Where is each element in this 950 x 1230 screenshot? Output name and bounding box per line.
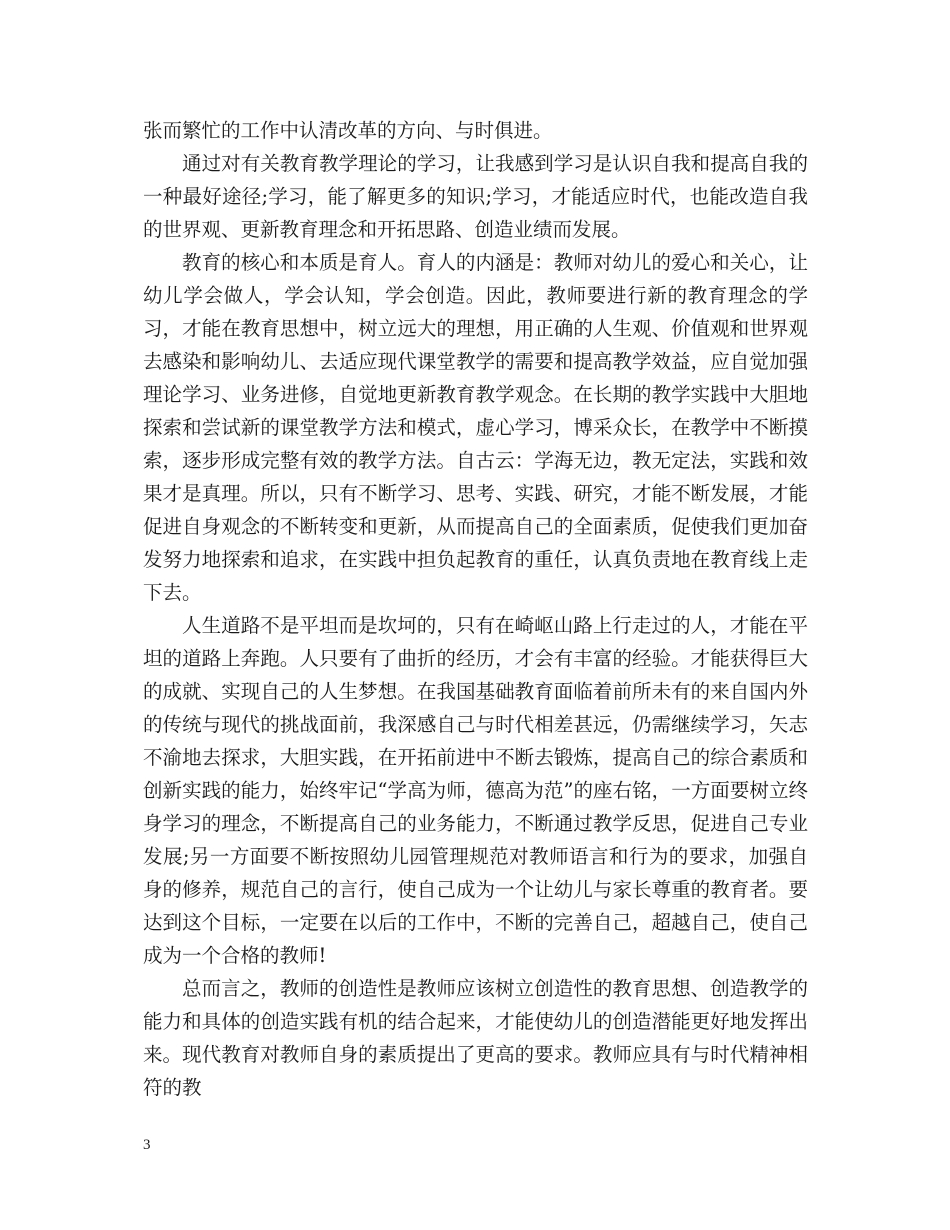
paragraph-conclusion: 总而言之，教师的创造性是教师应该树立创造性的教育思想、创造教学的能力和具体的创造实践有机的结合起来，才能使幼儿的创造潜能更好地发挥出来。现代教育对教师自身的素质提出了更高的要求。教师应具有与时代精神相符的教 — [143, 977, 808, 1099]
paragraph-life-path: 人生道路不是平坦而是坎坷的，只有在崎岖山路上行走过的人，才能在平坦的道路上奔跑。人只要有了曲折的经历，才会有丰富的经验。才能获得巨大的成就、实现自己的人生梦想。在我国基础教育面临着前所未有的来自国内外的传统与现代的挑战面前，我深感自己与时代相差甚远，仍需继续学习，矢志不渝地去探求，大胆实践，在开拓前进中不断去锻炼，提高自己的综合素质和创新实践的能力，始终牢记“学高为师，德高为范”的座右铭，一方面要树立终身学习的理念，不断提高自己的业务能力，不断通过教学反思，促进自己专业发展;另一方面要不断按照幼儿园管理规范对教师语言和行为的要求，加强自身的修养，规范自己的言行，使自己成为一个让幼儿与家长尊重的教育者。要达到这个目标，一定要在以后的工作中，不断的完善自己，超越自己，使自己成为一个合格的教师! — [143, 614, 808, 967]
page-number: 3 — [143, 1137, 151, 1153]
body-text — [143, 114, 808, 1104]
paragraph-education-core: 教育的核心和本质是育人。育人的内涵是：教师对幼儿的爱心和关心，让幼儿学会做人，学会认知，学会创造。因此，教师要进行新的教育理念的学习，才能在教育思想中，树立远大的理想，用正确的人生观、价值观和世界观去感染和影响幼儿、去适应现代课堂教学的需要和提高教学效益，应自觉加强理论学习、业务进修，自觉地更新教育教学观念。在长期的教学实践中大胆地探索和尝试新的课堂教学方法和模式，虚心学习，博采众长，在教学中不断摸索，逐步形成完整有效的教学方法。自古云：学海无边，教无定法，实践和效果才是真理。所以，只有不断学习、思考、实践、研究，才能不断发展，才能促进自身观念的不断转变和更新，从而提高自己的全面素质，促使我们更加奋发努力地探索和追求，在实践中担负起教育的重任，认真负责地在教育线上走下去。 — [143, 251, 808, 604]
paragraph-learning-theory: 通过对有关教育教学理论的学习，让我感到学习是认识自我和提高自我的一种最好途径;学习，能了解更多的知识;学习，才能适应时代，也能改造自我的世界观、更新教育理念和开拓思路、创造业绩而发展。 — [143, 152, 808, 241]
paragraph-continuation: 张而繁忙的工作中认清改革的方向、与时俱进。 — [143, 119, 553, 142]
